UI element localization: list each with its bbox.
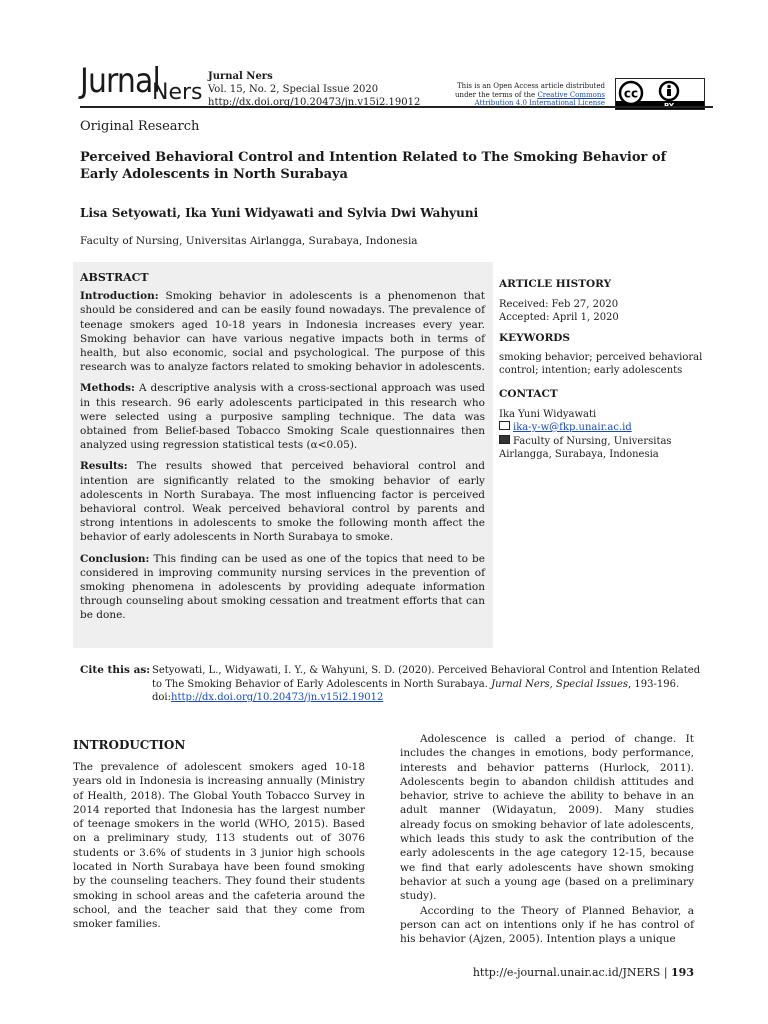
page-number: 193 (671, 966, 694, 979)
keywords-list: smoking behavior; perceived behavioral control; intention; early adolescents (499, 351, 703, 376)
address-icon (499, 435, 510, 444)
citation-text: Setyowati, L., Widyawati, I. Y., & Wahyuni, S. D. (2020). Perceived Behavioral Control and Intention Related to The Smoking Behavior of Early Adolescents in North Surabaya. (152, 665, 701, 690)
citation-pages: , 193-196. (628, 678, 680, 690)
article-title: Perceived Behavioral Control and Intention Related to The Smoking Behavior of Early Adolescents in North Surabaya (80, 150, 667, 182)
abstract-intro-label: Introduction: (80, 290, 159, 303)
keywords-heading: KEYWORDS (499, 332, 570, 344)
cite-label: Cite this as: (80, 664, 151, 676)
contact-heading: CONTACT (499, 388, 558, 400)
abstract-conclusion-label: Conclusion: (80, 552, 150, 565)
author-affiliation: Faculty of Nursing, Universitas Airlangga, Surabaya, Indonesia (80, 235, 418, 247)
received-date: Received: Feb 27, 2020 (499, 298, 619, 310)
abstract-results-label: Results: (80, 460, 128, 473)
svg-text:cc: cc (623, 86, 639, 101)
footer-separator: | (660, 966, 672, 979)
journal-name: Jurnal Ners (208, 71, 273, 82)
body-paragraph: According to the Theory of Planned Behavior, a person can act on intentions only if he has control of his behavior (Ajzen, 2005). Intention plays a unique (400, 904, 694, 946)
abstract-methods-text: A descriptive analysis with a cross-sectional approach was used in this research. 96 early adolescents participated in this research who were selected using a purposive sampling technique. The data was obtained from Belief-based Tobacco Smoking Scale questionnaires then analyzed using regression statistical tests (α<0.05). (80, 382, 485, 452)
cc-by-icon (616, 79, 704, 109)
license-line: under the terms of the (455, 90, 536, 99)
body-paragraph: Adolescence is called a period of change. It includes the changes in emotions, body performance, interests and behavior patterns (Hurlock, 2011). Adolescents begin to abandon childish attitudes and behavior, strive to achieve the ability to behave in an adult manner (Widayatun, 2009). Many studies already focus on smoking behavior of late adolescents, which leads this study to ask the contribution of the early adolescents in the age category 12-15, because we find that early adolescents have shown smoking behavior at such a young age (based on a preliminary study). (400, 733, 694, 903)
abstract-heading: ABSTRACT (80, 271, 149, 284)
keywords-block (499, 332, 709, 378)
contact-email-link[interactable]: ika-y-w@fkp.unair.ac.id (513, 422, 632, 433)
creative-commons-link[interactable]: Creative Commons (537, 90, 605, 99)
article-history (499, 278, 709, 325)
journal-logo-jurnal: Jurnal (80, 61, 160, 101)
abstract-results-text: The results showed that perceived behavioral control and intention are significantly related to the smoking behavior of early adolescents in North Surabaya. The most influencing factor is perceived behavioral control. Weak perceived behavioral control by parents and strong intentions in adolescents to smoke the following month affect the behavior of early adolescents in North Surabaya to smoke. (80, 460, 485, 544)
body-paragraph: The prevalence of adolescent smokers aged 10-18 years old in Indonesia is increasing annually (Ministry of Health, 2018). The Global Youth Tobacco Survey in 2014 reported that Indonesia has the largest number of teenage smokers in the world (WHO, 2015). Based on a preliminary study, 113 students out of 3076 students or 3.6% of students in 3 junior high schools located in North Surabaya have been found smoking by the counseling teachers. They found their students smoking in school areas and the cafeteria around the school, and the teacher said that they come from smoker families. (73, 761, 365, 931)
abstract-methods-label: Methods: (80, 382, 135, 395)
abstract-methods (80, 381, 485, 452)
contact-address: Faculty of Nursing, Universitas Airlangga, Surabaya, Indonesia (499, 435, 672, 460)
history-heading: ARTICLE HISTORY (499, 278, 612, 290)
citation (152, 664, 702, 705)
abstract-introduction (80, 289, 485, 374)
contact-name: Ika Yuni Widyawati (499, 408, 597, 420)
header-divider (80, 106, 713, 108)
email-icon (499, 421, 510, 430)
journal-logo-ners: Ners (152, 80, 203, 105)
contact-block (499, 388, 709, 462)
journal-doi[interactable]: http://dx.doi.org/10.20473/jn.v15i2.19012 (208, 97, 421, 108)
citation-doi-link[interactable]: http://dx.doi.org/10.20473/jn.v15i2.19012 (171, 692, 384, 703)
abstract (80, 271, 485, 630)
abstract-conclusion-text: This finding can be used as one of the topics that need to be considered in improving community nursing services in the prevention of smoking phenomena in adolescents by providing adequate information through counseling about smoking cessation and treatment efforts that can be done. (80, 552, 485, 622)
citation-doi-prefix: doi: (152, 692, 171, 703)
citation-journal: Jurnal Ners, Special Issues (491, 678, 629, 690)
svg-text:BY: BY (663, 102, 675, 109)
introduction-heading: INTRODUCTION (73, 738, 186, 752)
cc-by-license-link[interactable]: Attribution 4.0 International License (474, 99, 605, 107)
abstract-conclusion (80, 552, 485, 623)
page-footer (473, 966, 694, 979)
abstract-intro-text: Smoking behavior in adolescents is a phenomenon that should be considered and can be easily found nowadays. The prevalence of teenage smokers aged 10-18 years in Indonesia increases every year. Smoking behavior can have various negative impacts both in terms of health, but also economic, social and psychological. The purpose of this research was to analyze factors related to smoking behavior in adolescents. (80, 290, 485, 374)
article-section: Original Research (80, 119, 200, 134)
body-column-left (73, 760, 365, 932)
journal-info (208, 70, 420, 109)
journal-volume: Vol. 15, No. 2, Special Issue 2020 (208, 84, 379, 95)
article-authors: Lisa Setyowati, Ika Yuni Widyawati and Sylvia Dwi Wahyuni (80, 206, 479, 220)
body-column-right (400, 732, 694, 946)
footer-url[interactable]: http://e-journal.unair.ac.id/JNERS (472, 966, 661, 979)
license-note (440, 82, 605, 108)
accepted-date: Accepted: April 1, 2020 (499, 312, 619, 323)
abstract-results (80, 459, 485, 544)
license-line: This is an Open Access article distributed (457, 82, 605, 90)
